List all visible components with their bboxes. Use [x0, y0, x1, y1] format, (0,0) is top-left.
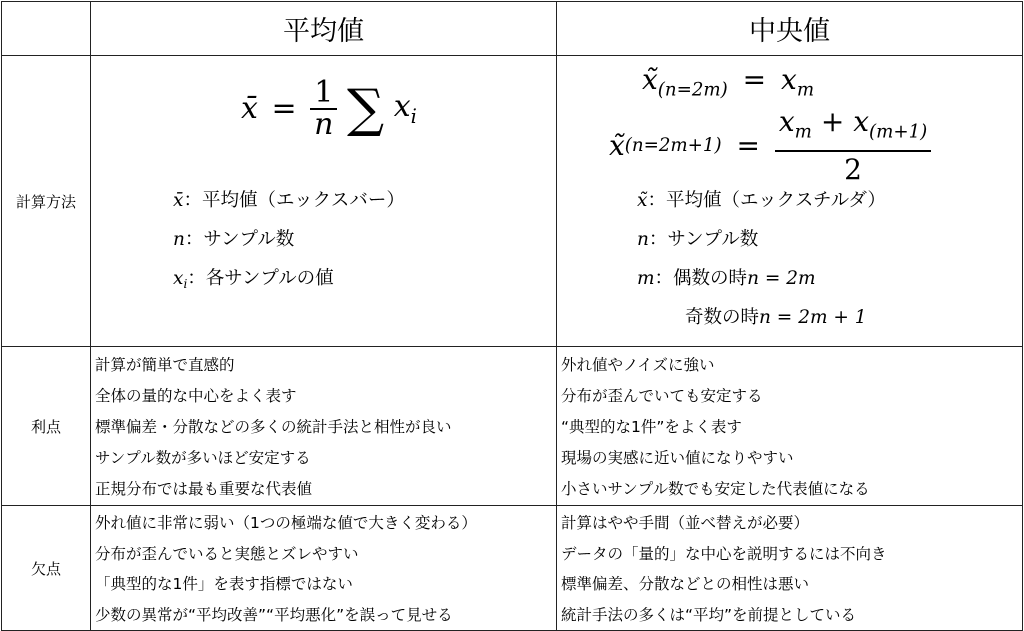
median-legend-expr-4: n = 2m + 1 [759, 307, 867, 328]
median-adv-list [557, 347, 1022, 505]
median-legend-expr-3: n = 2m [747, 268, 816, 289]
mean-legend-sym-1: x̄ [173, 190, 184, 211]
list-item: 標準偏差、分散などとの相性は悪い [561, 575, 810, 593]
mean-legend-sym-2: n [173, 229, 185, 250]
mean-calc-cell [91, 56, 557, 347]
median-f2-num-b: x [853, 105, 869, 138]
median-legend-line-1 [637, 181, 886, 220]
median-f1-eq: = [742, 63, 767, 96]
median-f2-num-a: x [778, 105, 795, 138]
header-row [2, 2, 1023, 56]
mean-dis-list [91, 506, 556, 630]
median-f2-sub: (n=2m+1) [624, 135, 722, 157]
comparison-table [1, 1, 1023, 631]
median-dis-cell [557, 506, 1023, 631]
median-f2-lhs: x̃ [609, 129, 625, 163]
mean-formula-frac-num: 1 [314, 75, 334, 110]
list-item: 少数の異常が“平均改善”“平均悪化”を誤って見せる [95, 605, 453, 624]
mean-formula-eq: = [271, 91, 297, 126]
list-item: 分布が歪んでいても安定する [561, 387, 763, 405]
mean-formula-term-sub: i [410, 104, 417, 128]
median-f1-lhs: x̃ [642, 63, 658, 96]
mean-formula-term [393, 88, 417, 128]
list-item: データの「量的」な中心を説明するには不向き [561, 544, 887, 563]
mean-legend-line-1 [173, 181, 405, 220]
median-adv-cell [557, 347, 1023, 506]
mean-adv-cell [91, 347, 557, 506]
median-legend-sym-2: n [637, 229, 649, 250]
mean-legend-text-2: ：サンプル数 [184, 229, 295, 250]
mean-legend-text-3: ：各サンプルの値 [187, 268, 334, 289]
mean-formula-term-x: x [393, 88, 411, 124]
median-f2-num-b-sub: (m+1) [868, 121, 928, 143]
list-item: 計算が簡単で直感的 [95, 356, 235, 374]
median-dis-list [557, 506, 1022, 630]
list-item: 正規分布では最も重要な代表値 [95, 480, 313, 498]
list-item: 現場の実感に近い値になりやすい [561, 449, 794, 467]
list-item: 外れ値やノイズに強い [561, 356, 715, 374]
median-f2-frac [775, 104, 931, 188]
list-item: “典型的な1件”をよく表す [561, 418, 742, 436]
median-f1-rhs-sub: m [796, 79, 815, 101]
list-item: 標準偏差・分散などの多くの統計手法と相性が良い [95, 418, 452, 436]
median-formula-line-1 [642, 62, 814, 108]
list-item: 分布が歪んでいると実態とズレやすい [95, 544, 359, 563]
median-legend-line-4 [637, 298, 886, 337]
median-f1-sub: (n=2m) [657, 79, 728, 101]
list-item: 外れ値に非常に弱い（1つの極端な値で大きく変わる） [95, 514, 477, 532]
advantages-row [2, 347, 1023, 506]
median-f2-eq: = [736, 129, 760, 163]
list-item: サンプル数が多いほど安定する [95, 449, 311, 467]
mean-formula-lhs: x̄ [241, 91, 258, 126]
disadvantages-row [2, 506, 1023, 631]
list-item: 小さいサンプル数でも安定した代表値になる [561, 480, 870, 498]
median-calc-cell [557, 56, 1023, 347]
median-f2-plus: + [820, 105, 845, 138]
median-legend-text-4: 奇数の時 [685, 307, 760, 328]
mean-header: 平均値 [91, 2, 557, 56]
median-legend-text-2: ：サンプル数 [648, 229, 759, 250]
mean-legend-sub-3: i [183, 277, 188, 292]
median-f2-num-a-sub: m [794, 121, 812, 143]
list-item: 全体の量的な中心をよく表す [95, 387, 297, 405]
median-legend-text-1: ：平均値（エックスチルダ） [647, 190, 886, 211]
corner-cell [2, 2, 91, 56]
dis-label: 欠点 [2, 506, 91, 631]
median-header: 中央値 [557, 2, 1023, 56]
list-item: 「典型的な1件」を表す指標ではない [95, 575, 353, 593]
median-f2-num [775, 104, 931, 150]
calc-label: 計算方法 [2, 56, 91, 347]
mean-legend [173, 181, 405, 298]
median-formula-line-2 [609, 104, 931, 188]
median-f2-den: 2 [775, 150, 931, 188]
mean-legend-sym-3: x [173, 268, 184, 289]
median-legend-line-2 [637, 220, 886, 259]
mean-legend-line-3 [173, 259, 405, 298]
mean-formula-sum: ∑ [347, 79, 385, 139]
list-item: 計算はやや手間（並べ替えが必要） [561, 514, 810, 532]
median-legend-sym-3: m [637, 268, 655, 289]
mean-legend-text-1: ：平均値（エックスバー） [183, 190, 405, 211]
mean-adv-list [91, 347, 556, 505]
adv-label: 利点 [2, 347, 91, 506]
median-legend-text-3: ：偶数の時 [654, 268, 748, 289]
mean-legend-line-2 [173, 220, 405, 259]
mean-formula-frac-den: n [310, 108, 337, 140]
median-legend [637, 181, 886, 337]
list-item: 統計手法の多くは“平均”を前提としている [561, 605, 857, 624]
median-f1-rhs: x [781, 63, 797, 96]
calc-row [2, 56, 1023, 347]
mean-formula [241, 75, 417, 142]
mean-formula-frac [310, 75, 337, 142]
mean-dis-cell [91, 506, 557, 631]
median-legend-line-3 [637, 259, 886, 298]
median-legend-sym-1: x̃ [637, 190, 648, 211]
